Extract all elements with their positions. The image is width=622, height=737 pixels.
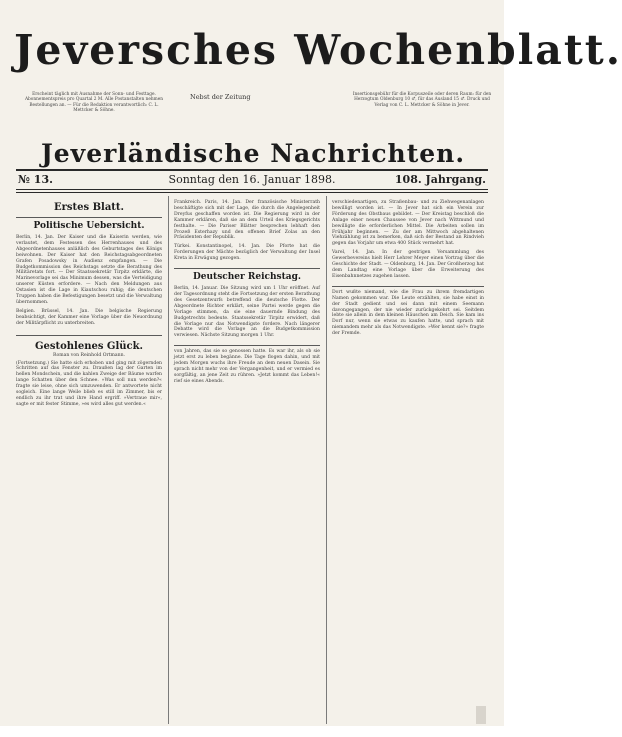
issue-rule-bottom bbox=[16, 189, 488, 190]
masthead-title: Jeversches Wochenblatt. bbox=[14, 26, 622, 74]
column-right bbox=[332, 200, 484, 720]
story-text: Dort wußte niemand, wie die Frau zu ihrem fremdartigen Namen gekommen war. Die Leute erzählten, sie habe einst in der Stadt gedient und sei dann mit einem Seemann davongegangen, der nie wieder zurückgekehrt sei. Seitdem lebte sie allein in dem kleinen Häuschen am Deich. Sie kam ins Dorf nur, wenn sie etwas zu kaufen hatte, und sprach mit niemandem mehr als das Notwendigste. »Wer kennt sie?« fragte der Fremde. bbox=[332, 289, 484, 337]
divider bbox=[332, 286, 484, 287]
advertising-note: Insertionsgebühr für die Korpuszeile oder deren Raum: für den Herzogtum Oldenburg 10 ♂, für das Ausland 15 ♂. Druck und Verlag von C. L. Mettcker & Söhne in Jever. bbox=[352, 92, 492, 108]
column-divider bbox=[168, 196, 169, 724]
article-text: Berlin, 14. Jan. Der Kaiser und die Kaiserin werden, wie verlautet, dem Festessen des Herrenhauses und des Abgeordnetenhauses anläßlich des Geburtstages des Königs beiwohnen. Der Kaiser hat den Reichstagsabgeordneten Grafen Posadowsky in Audienz empfangen. — Die Budgetkommission des Reichstags setzte die Berathung des Militäretats fort. — Der Staatssekretär Tirpitz erklärte, die Marinevorlage sei das Minimum dessen, was die Verteidigung unserer Küsten erfordere. — Nach den Meldungen aus Ostasien ist die Lage in Kiautschou ruhig; die deutschen Truppen haben die Befestigungen besetzt und die Verwaltung übernommen. bbox=[16, 235, 162, 305]
issue-number: № 13. bbox=[18, 173, 53, 186]
article-text: Varel, 14. Jan. In der gestrigen Versammlung des Gewerbevereins hielt Herr Lehrer Meyer einen Vortrag über die Geschichte der Stadt. — Oldenburg, 14. Jan. Der Großherzog hat dem Landtag eine Vorlage über die Erweiterung des Eisenbahnnetzes zugehen lassen. bbox=[332, 250, 484, 279]
subscription-note: Erscheint täglich mit Ausnahme der Sonn- und Festtage. Abonnementspreis pro Quartal 2 M. Alle Postanstalten nehmen Bestellungen an. — Für die Redaktion verantwortlich: C. L. Mettcker & Söhne. bbox=[24, 92, 164, 114]
divider bbox=[16, 217, 162, 218]
issue-date: Sonntag den 16. Januar 1898. bbox=[168, 173, 336, 186]
story-text: (Fortsetzung.) Sie hatte sich erhoben und ging mit zögernden Schritten auf das Fenster zu. Draußen lag der Garten im hellen Mondschein, und die kahlen Zweige der Bäume warfen lange Schatten über den Schnee. »Was soll nun werden?« fragte sie leise, ohne sich umzuwenden. Er antwortete nicht sogleich. Eine lange Weile blieb es still im Zimmer, bis er endlich zu ihr trat und ihre Hand ergriff. »Vertraue mir«, sagte er mit fester Stimme, »es wird alles gut werden.« bbox=[16, 360, 162, 407]
story-text: von Jahren, das sie so genossen hatte. Es war ihr, als ob sie jetzt erst zu leben begänne. Die Tage flogen dahin, und mit jedem Morgen wuchs ihre Freude an dem neuen Dasein. Sie sprach nicht mehr von der Vergangenheit, und er vermied es sorgfältig, an jene Zeit zu rühren. »Jetzt kommt das Leben!« rief sie eines Abends. bbox=[174, 349, 320, 384]
divider bbox=[174, 268, 320, 269]
article-text: Berlin, 14. Januar. Die Sitzung wird um 1 Uhr eröffnet. Auf der Tagesordnung steht die Fortsetzung der ersten Berathung des Gesetzentwurfs betreffend die deutsche Flotte. Der Abgeordnete Richter erklärt, seine Partei werde gegen die Vorlage stimmen, da sie eine dauernde Bindung des Budgetrechts bedeute. Staatssekretär Tirpitz erwidert, daß die Vorlage nur das Notwendigste fordere. Nach längerer Debatte wird die Vorlage an die Budgetkommission verwiesen. Nächste Sitzung morgen 1 Uhr. bbox=[174, 286, 320, 339]
section-box-heading: Erstes Blatt. bbox=[53, 202, 125, 213]
column-left bbox=[16, 200, 162, 720]
article-text: Belgien. Brüssel, 14. Jan. Die belgische Regierung beabsichtigt, der Kammer eine Vorlage über die Neuordnung der Militärpflicht zu unterbreiten. bbox=[16, 308, 162, 326]
article-text: Frankreich. Paris, 14. Jan. Der französische Ministerrath beschäftigte sich mit der Lage, die durch die Angelegenheit Dreyfus geschaffen worden ist. Die Regierung wird in der Kammer erklären, daß sie an dem Urteil des Kriegsgerichts festhalte. — Die Pariser Blätter besprechen lebhaft den Prozeß Esterhazy und den offenen Brief Zolas an den Präsidenten der Republik. bbox=[174, 200, 320, 241]
divider bbox=[16, 335, 162, 336]
section-heading: Deutscher Reichstag. bbox=[192, 272, 302, 283]
story-byline: Roman von Reinhold Ortmann. bbox=[53, 352, 125, 358]
page-margin-bottom bbox=[0, 726, 504, 737]
issue-rule-bottom-2 bbox=[16, 192, 488, 193]
divider bbox=[174, 345, 320, 346]
issue-line bbox=[16, 172, 488, 188]
column-divider bbox=[326, 196, 327, 724]
column-middle bbox=[174, 200, 320, 720]
supplement-note: Nebst der Zeitung bbox=[190, 93, 251, 101]
article-text: verschiedenartigen, zu Straßenbau- und zu Ziehwegenanlagen bewilligt worden ist. — In Jever hat sich ein Verein zur Förderung des Obstbaus gebildet. — Der Kreistag beschloß die Anlage einer neuen Chaussee von Jever nach Wittmund und bewilligte die erforderlichen Mittel. Die Arbeiten sollen im Frühjahr beginnen. — Zu der am Mittwoch abgehaltenen Viehzählung ist zu bemerken, daß sich der Bestand an Rindvieh gegen das Vorjahr um etwa 400 Stück vermehrt hat. bbox=[332, 200, 484, 247]
issue-rule-top bbox=[16, 169, 488, 171]
page-corner-mark bbox=[476, 706, 486, 724]
article-text: Türkei. Konstantinopel, 14. Jan. Die Pforte hat die Forderungen der Mächte bezüglich der Verwaltung der Insel Kreta in Erwägung gezogen. bbox=[174, 244, 320, 262]
story-title: Gestohlenes Glück. bbox=[34, 340, 144, 352]
subtitle: Jeverländische Nachrichten. bbox=[40, 139, 466, 168]
section-heading: Politische Uebersicht. bbox=[33, 221, 145, 231]
issue-volume: 108. Jahrgang. bbox=[394, 173, 486, 186]
